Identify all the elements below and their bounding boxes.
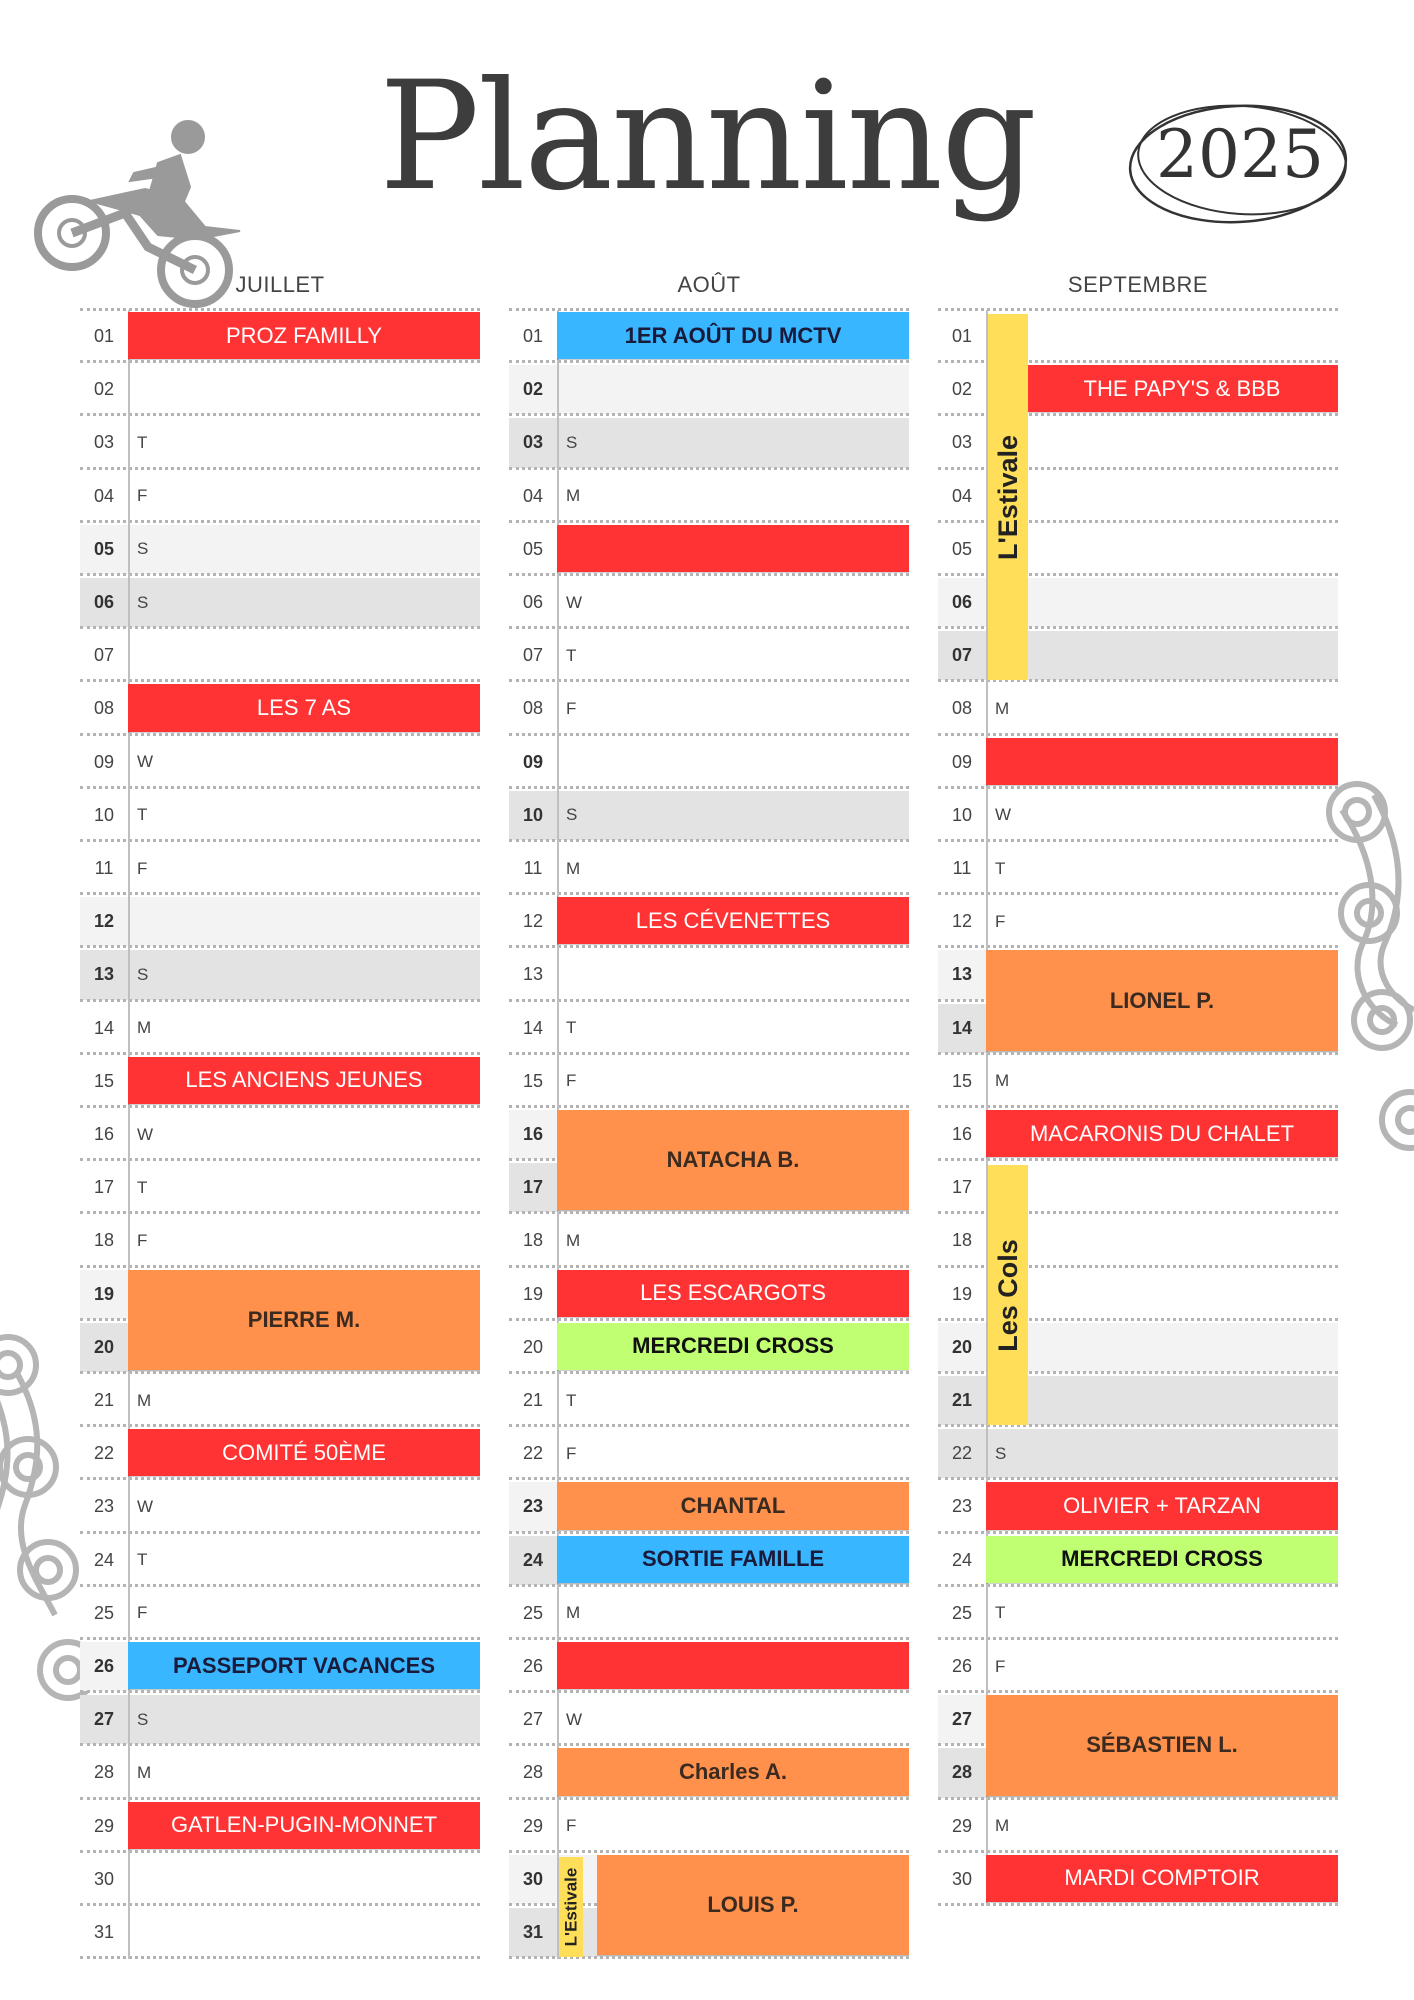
event-block[interactable]: SORTIE FAMILLE xyxy=(557,1536,909,1583)
weekday-letter: T xyxy=(566,645,577,665)
weekday-letter: F xyxy=(566,1816,577,1836)
day-number: 14 xyxy=(951,1017,973,1038)
event-block[interactable]: LIONEL P. xyxy=(986,950,1338,1050)
day-row xyxy=(938,682,1338,735)
day-number: 11 xyxy=(523,858,543,879)
weekend-shade xyxy=(509,365,909,414)
day-number: 31 xyxy=(93,1922,115,1943)
day-number: 07 xyxy=(951,645,973,666)
weekday-letter: W xyxy=(566,592,583,612)
event-block[interactable]: THE PAPY'S & BBB xyxy=(1026,365,1338,412)
day-number: 22 xyxy=(951,1443,973,1464)
day-row xyxy=(80,1480,480,1533)
event-block[interactable]: GATLEN-PUGIN-MONNET xyxy=(128,1802,480,1849)
day-number: 26 xyxy=(951,1656,973,1677)
day-number: 27 xyxy=(522,1709,544,1730)
event-block[interactable] xyxy=(986,738,1338,785)
weekday-letter: S xyxy=(137,1709,149,1729)
event-block[interactable]: MACARONIS DU CHALET xyxy=(986,1110,1338,1157)
day-row xyxy=(80,1374,480,1427)
day-number: 27 xyxy=(951,1709,973,1730)
day-number: 03 xyxy=(522,432,544,453)
day-row xyxy=(938,1055,1338,1108)
day-row xyxy=(509,842,909,895)
day-row xyxy=(80,523,480,576)
day-row xyxy=(509,470,909,523)
event-block[interactable]: MARDI COMPTOIR xyxy=(986,1855,1338,1902)
day-row xyxy=(80,789,480,842)
day-number: 15 xyxy=(93,1070,115,1091)
weekday-letter: T xyxy=(137,805,148,825)
weekday-letter: F xyxy=(566,1071,577,1091)
day-number: 12 xyxy=(93,911,115,932)
day-number: 02 xyxy=(522,379,544,400)
day-number: 05 xyxy=(951,538,973,559)
day-number: 16 xyxy=(93,1124,115,1145)
day-number: 17 xyxy=(951,1177,973,1198)
weekday-letter: T xyxy=(566,1018,577,1038)
day-row xyxy=(80,1534,480,1587)
day-number: 01 xyxy=(951,326,973,347)
day-number: 22 xyxy=(93,1443,115,1464)
period-band[interactable] xyxy=(988,314,1028,680)
day-row xyxy=(80,736,480,789)
day-number: 19 xyxy=(522,1283,544,1304)
day-row xyxy=(80,1108,480,1161)
day-number: 31 xyxy=(522,1922,544,1943)
weekday-letter: M xyxy=(995,1816,1010,1836)
event-block[interactable]: CHANTAL xyxy=(557,1482,909,1529)
day-number: 04 xyxy=(93,485,115,506)
day-number: 14 xyxy=(522,1017,544,1038)
day-number: 29 xyxy=(93,1815,115,1836)
event-block[interactable] xyxy=(557,525,909,572)
day-number: 07 xyxy=(522,645,544,666)
day-row xyxy=(80,1587,480,1640)
day-number: 03 xyxy=(93,432,115,453)
day-number: 10 xyxy=(951,804,973,825)
weekday-letter: T xyxy=(995,858,1006,878)
year-label: 2025 xyxy=(1156,116,1324,193)
weekday-letter: S xyxy=(137,539,149,559)
weekday-letter: F xyxy=(566,698,577,718)
event-block[interactable]: MERCREDI CROSS xyxy=(557,1323,909,1370)
period-band-label: L'Estivale xyxy=(561,1867,581,1947)
day-number: 20 xyxy=(522,1336,544,1357)
weekday-letter: S xyxy=(137,964,149,984)
day-number: 20 xyxy=(951,1336,973,1357)
day-number: 21 xyxy=(951,1390,973,1411)
weekday-letter: W xyxy=(566,1709,583,1729)
day-number: 02 xyxy=(93,379,115,400)
weekday-letter: M xyxy=(137,1390,152,1410)
weekday-letter: F xyxy=(566,1443,577,1463)
weekday-letter: T xyxy=(566,1390,577,1410)
day-number: 19 xyxy=(93,1283,115,1304)
day-number: 20 xyxy=(93,1336,115,1357)
weekday-letter: F xyxy=(137,858,148,878)
day-number: 24 xyxy=(951,1549,973,1570)
day-number: 09 xyxy=(522,751,544,772)
day-row xyxy=(80,895,480,948)
month-header: AOÛT xyxy=(677,272,741,297)
day-number: 05 xyxy=(93,538,115,559)
day-number: 28 xyxy=(93,1762,115,1783)
event-block[interactable]: SÉBASTIEN L. xyxy=(986,1695,1338,1795)
day-row xyxy=(509,1587,909,1640)
weekend-shade xyxy=(80,897,480,946)
day-number: 13 xyxy=(951,964,973,985)
weekday-letter: M xyxy=(995,1071,1010,1091)
period-band[interactable] xyxy=(559,1857,583,1957)
day-number: 17 xyxy=(93,1177,115,1198)
day-number: 10 xyxy=(93,804,115,825)
day-number: 17 xyxy=(522,1177,544,1198)
day-number: 16 xyxy=(951,1124,973,1145)
weekday-letter: T xyxy=(995,1603,1006,1623)
day-number: 06 xyxy=(93,592,115,613)
day-number: 22 xyxy=(522,1443,544,1464)
weekday-letter: F xyxy=(995,1656,1006,1676)
day-number: 12 xyxy=(951,911,973,932)
row-divider xyxy=(80,1956,480,1959)
day-number: 18 xyxy=(522,1230,544,1251)
event-block[interactable]: LES 7 AS xyxy=(128,684,480,731)
day-number: 23 xyxy=(93,1496,115,1517)
weekday-letter: W xyxy=(995,805,1012,825)
event-block[interactable]: NATACHA B. xyxy=(557,1110,909,1210)
day-row xyxy=(938,895,1338,948)
day-number: 30 xyxy=(522,1868,544,1889)
day-row xyxy=(509,736,909,789)
event-block[interactable]: LES ESCARGOTS xyxy=(557,1270,909,1317)
day-number: 01 xyxy=(522,326,544,347)
day-number: 15 xyxy=(522,1070,544,1091)
event-block[interactable]: PIERRE M. xyxy=(128,1270,480,1370)
day-number: 14 xyxy=(93,1017,115,1038)
day-number: 24 xyxy=(522,1549,544,1570)
weekday-letter: S xyxy=(566,805,578,825)
weekday-letter: W xyxy=(137,1496,154,1516)
day-row xyxy=(509,363,909,416)
day-number: 30 xyxy=(93,1868,115,1889)
day-row xyxy=(80,1002,480,1055)
day-number: 18 xyxy=(93,1230,115,1251)
weekday-letter: T xyxy=(137,1177,148,1197)
day-row xyxy=(938,1640,1338,1693)
weekday-letter: M xyxy=(995,698,1010,718)
event-block[interactable]: LOUIS P. xyxy=(597,1855,909,1955)
day-number: 06 xyxy=(522,592,544,613)
day-row xyxy=(938,842,1338,895)
day-number: 26 xyxy=(522,1656,544,1677)
day-number: 04 xyxy=(522,485,544,506)
weekday-letter: M xyxy=(566,1603,581,1623)
month-column xyxy=(509,310,909,1959)
event-block[interactable]: PROZ FAMILLY xyxy=(128,312,480,359)
day-row xyxy=(938,789,1338,842)
day-row xyxy=(509,789,909,842)
day-number: 06 xyxy=(951,592,973,613)
month-column xyxy=(938,310,1338,1906)
weekday-letter: W xyxy=(137,752,154,772)
event-block[interactable] xyxy=(557,1642,909,1689)
day-row xyxy=(509,629,909,682)
day-row xyxy=(509,1800,909,1853)
period-band-label: Les Cols xyxy=(992,1238,1023,1352)
day-row xyxy=(80,470,480,523)
day-number: 08 xyxy=(93,698,115,719)
day-number: 18 xyxy=(951,1230,973,1251)
day-number: 13 xyxy=(93,964,115,985)
period-band[interactable] xyxy=(988,1165,1028,1425)
event-block[interactable]: COMITÉ 50ÈME xyxy=(128,1429,480,1476)
day-row xyxy=(509,1427,909,1480)
day-number: 07 xyxy=(93,645,115,666)
month-header: JUILLET xyxy=(235,272,325,297)
day-row xyxy=(80,842,480,895)
weekday-letter: F xyxy=(137,1603,148,1623)
day-row xyxy=(80,1214,480,1267)
day-number: 04 xyxy=(951,485,973,506)
day-row xyxy=(80,1693,480,1746)
day-row xyxy=(509,1055,909,1108)
day-number: 21 xyxy=(93,1390,115,1411)
bike-chain-icon xyxy=(0,1315,90,1715)
day-number: 16 xyxy=(522,1124,544,1145)
event-block[interactable]: PASSEPORT VACANCES xyxy=(128,1642,480,1689)
day-number: 03 xyxy=(951,432,973,453)
day-row xyxy=(509,682,909,735)
weekday-letter: S xyxy=(995,1443,1007,1463)
weekday-letter: T xyxy=(137,432,148,452)
day-row xyxy=(80,629,480,682)
day-row xyxy=(938,1587,1338,1640)
month-header: SEPTEMBRE xyxy=(1067,272,1209,297)
event-block[interactable]: LES ANCIENS JEUNES xyxy=(128,1057,480,1104)
weekday-letter: M xyxy=(566,486,581,506)
day-number: 13 xyxy=(522,964,544,985)
day-number: 15 xyxy=(951,1070,973,1091)
weekday-letter: S xyxy=(566,432,578,452)
weekday-letter: F xyxy=(137,486,148,506)
weekday-letter: W xyxy=(137,1124,154,1144)
period-band-label: L'Estivale xyxy=(992,434,1023,560)
day-row xyxy=(80,1906,480,1959)
day-number: 08 xyxy=(951,698,973,719)
day-number: 09 xyxy=(93,751,115,772)
day-number: 25 xyxy=(93,1602,115,1623)
year-badge xyxy=(1120,90,1360,240)
day-number: 01 xyxy=(93,326,115,347)
day-number: 29 xyxy=(522,1815,544,1836)
column-divider xyxy=(128,310,130,1959)
day-number: 25 xyxy=(951,1602,973,1623)
event-block[interactable]: OLIVIER + TARZAN xyxy=(986,1482,1338,1529)
day-number: 29 xyxy=(951,1815,973,1836)
day-row xyxy=(80,363,480,416)
day-row xyxy=(938,1427,1338,1480)
weekday-letter: M xyxy=(137,1018,152,1038)
day-row xyxy=(509,1374,909,1427)
day-number: 25 xyxy=(522,1602,544,1623)
day-number: 27 xyxy=(93,1709,115,1730)
weekday-letter: M xyxy=(566,1230,581,1250)
day-row xyxy=(80,1746,480,1799)
day-number: 28 xyxy=(951,1762,973,1783)
day-number: 12 xyxy=(522,911,544,932)
weekday-letter: M xyxy=(137,1762,152,1782)
day-row xyxy=(509,948,909,1001)
weekday-letter: F xyxy=(995,911,1006,931)
day-row xyxy=(80,948,480,1001)
day-row xyxy=(509,1002,909,1055)
day-number: 10 xyxy=(522,804,544,825)
day-number: 24 xyxy=(93,1549,115,1570)
day-row xyxy=(80,416,480,469)
day-number: 02 xyxy=(951,379,973,400)
day-number: 11 xyxy=(94,858,114,879)
month-column xyxy=(80,310,480,1959)
event-block[interactable]: LES CÉVENETTES xyxy=(557,897,909,944)
day-row xyxy=(509,576,909,629)
day-row xyxy=(509,1693,909,1746)
day-number: 11 xyxy=(952,858,972,879)
day-number: 30 xyxy=(951,1868,973,1889)
weekday-letter: M xyxy=(566,858,581,878)
weekday-letter: S xyxy=(137,592,149,612)
day-number: 05 xyxy=(522,538,544,559)
weekday-letter: F xyxy=(137,1230,148,1250)
day-number: 08 xyxy=(522,698,544,719)
day-row xyxy=(80,1853,480,1906)
event-block[interactable]: 1ER AOÛT DU MCTV xyxy=(557,312,909,359)
day-row xyxy=(509,1214,909,1267)
event-block[interactable]: MERCREDI CROSS xyxy=(986,1536,1338,1583)
day-row xyxy=(80,576,480,629)
day-number: 21 xyxy=(522,1390,544,1411)
event-block[interactable]: Charles A. xyxy=(557,1748,909,1795)
page-title: Planning xyxy=(378,50,1036,224)
day-number: 26 xyxy=(93,1656,115,1677)
day-number: 28 xyxy=(522,1762,544,1783)
day-row xyxy=(509,416,909,469)
day-number: 23 xyxy=(951,1496,973,1517)
weekday-letter: T xyxy=(137,1550,148,1570)
day-number: 19 xyxy=(951,1283,973,1304)
day-row xyxy=(80,1161,480,1214)
day-number: 09 xyxy=(951,751,973,772)
day-number: 23 xyxy=(522,1496,544,1517)
day-row xyxy=(938,1800,1338,1853)
row-divider xyxy=(938,1903,1338,1906)
